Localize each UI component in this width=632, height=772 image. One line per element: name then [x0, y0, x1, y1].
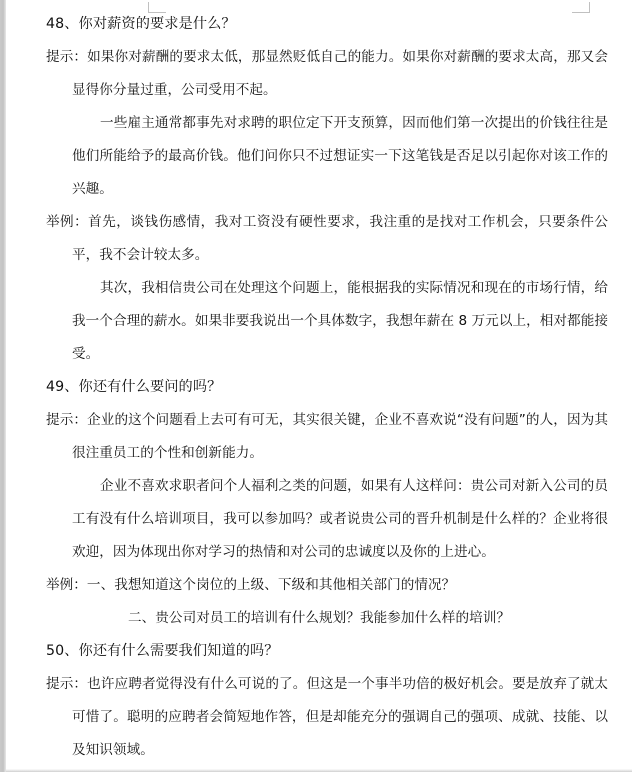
hint-paragraph-49-2: 企业不喜欢求职者问个人福利之类的问题，如果有人这样问：贵公司对新入公司的员工有没有什么培训项目，我可以参加吗？或者说贵公司的晋升机制是什么样的？企业将很欢迎，因为体现出你对学习的热情和对公司的忠诚度以及你的上进心。 [72, 478, 608, 560]
hint-paragraph-49-1: 提示：企业的这个问题看上去可有可无，其实很关键，企业不喜欢说“没有问题”的人，因为其很注重员工的个性和创新能力。 [46, 412, 608, 461]
document-text-body [46, 8, 608, 767]
hint-paragraph-48-1: 提示：如果你对薪酬的要求太低，那显然贬低自己的能力。如果你对薪酬的要求太高，那又会显得你分量过重，公司受用不起。 [46, 49, 608, 98]
hint-paragraph-50-1: 提示：也许应聘者觉得没有什么可说的了。但这是一个事半功倍的极好机会。要是放弃了就太可惜了。聪明的应聘者会简短地作答，但是却能充分的强调自己的强项、成就、技能、以及知识领域。 [46, 676, 608, 758]
example-paragraph-48-1: 举例：首先，谈钱伤感情，我对工资没有硬性要求，我注重的是找对工作机会，只要条件公平，我不会计较太多。 [46, 214, 608, 263]
question-heading-49: 49、你还有什么要问的吗？ [46, 379, 222, 395]
example-item-49-2: 二、贵公司对员工的培训有什么规划？我能参加什么样的培训？ [128, 610, 511, 626]
page-left-edge-shadow [0, 0, 6, 772]
hint-paragraph-48-2: 一些雇主通常都事先对求聘的职位定下开支预算，因而他们第一次提出的价钱往往是他们所能给予的最高价钱。他们问你只不过想证实一下这笔钱是否足以引起你对该工作的兴趣。 [72, 115, 608, 197]
question-heading-50: 50、你还有什么需要我们知道的吗？ [46, 643, 279, 659]
question-heading-48: 48、你对薪资的要求是什么？ [46, 16, 236, 32]
example-item-49-1: 举例：一、我想知道这个岗位的上级、下级和其他相关部门的情况？ [46, 577, 456, 593]
qa-section-48 [46, 8, 608, 371]
qa-section-50 [46, 635, 608, 767]
example-paragraph-48-2: 其次，我相信贵公司在处理这个问题上，能根据我的实际情况和现在的市场行情，给我一个合理的薪水。如果非要我说出一个具体数字，我想年薪在 8 万元以上，相对都能接受。 [72, 280, 608, 362]
qa-section-49 [46, 371, 608, 635]
